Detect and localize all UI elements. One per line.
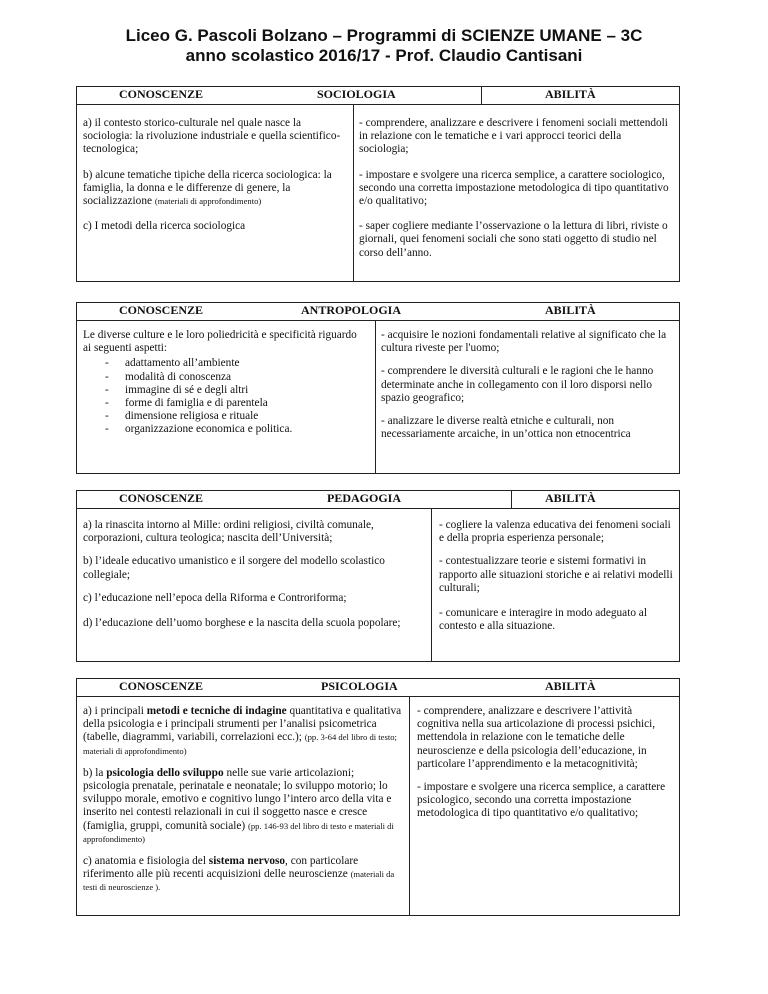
skill-item: - analizzare le diverse realtà etniche e culturali, non necessariamente arcaiche, in un’ottica non etnocentrica [381, 415, 631, 441]
psicologia-header [77, 679, 679, 697]
list-item: - forme di famiglia e di parentela [105, 397, 367, 410]
list-item: - adattamento all’ambiente [105, 357, 367, 370]
title-line-2: anno scolastico 2016/17 - Prof. Claudio Cantisani [185, 46, 583, 65]
knowledge-item: a) la rinascita intorno al Mille: ordini religiosi, civiltà comunale, corporazioni, cultura teologica; nascita dell’Università; [83, 519, 374, 545]
list-item: - modalità di conoscenza [105, 371, 367, 384]
skill-item: - acquisire le nozioni fondamentali relative al significato che la cultura riveste per l'uomo; [381, 329, 667, 355]
abilita-heading: ABILITÀ [545, 303, 596, 317]
knowledge-item: b) la psicologia dello sviluppo nelle sue varie articolazioni; psicologia prenatale, perinatale e neonatale; lo sviluppo motorio; lo sviluppo morale, emotivo e cognitivo lungo l’intero arco della vita e inserito nei contesti relazionali in cui il soggetto nasce e cresce (famiglia, gruppi, comunità sociale) (pp. 146-93 del libro di testo e materiali di approfondimento) [83, 766, 394, 844]
abilita-heading: ABILITÀ [545, 87, 596, 101]
subject-heading: PSICOLOGIA [321, 679, 398, 693]
skill-item: - contestualizzare teorie e sistemi formativi in rapporto alle situazioni storiche e ai relativi modelli culturali; [439, 555, 673, 594]
subject-heading: SOCIOLOGIA [317, 87, 396, 101]
abilita-heading: ABILITÀ [545, 679, 596, 693]
conoscenze-heading: CONOSCENZE [119, 491, 204, 505]
list-item: - immagine di sé e degli altri [105, 384, 367, 397]
abilita-column [381, 329, 675, 473]
antropologia-table [76, 302, 680, 474]
list-item: - dimensione religiosa e rituale [105, 410, 367, 423]
knowledge-item: c) anatomia e fisiologia del sistema nervoso, con particolare riferimento alle più recenti acquisizioni delle neuroscienze (materiali da testi di neuroscienze ). [83, 855, 395, 893]
knowledge-intro: Le diverse culture e le loro poliedricità e specificità riguardo ai seguenti aspetti: [83, 329, 357, 355]
conoscenze-column [83, 705, 403, 915]
knowledge-item: c) l’educazione nell’epoca della Riforma e Controriforma; [83, 591, 347, 604]
knowledge-item: d) l’educazione dell’uomo borghese e la nascita della scuola popolare; [83, 617, 401, 630]
conoscenze-heading: CONOSCENZE [119, 679, 204, 693]
skill-item: - saper cogliere mediante l’osservazione o la lettura di libri, riviste o giornali, quei fenomeni sociali che sono stati oggetto di studio nel corso dell’anno. [359, 220, 668, 259]
abilita-column [359, 117, 673, 281]
conoscenze-column [83, 117, 345, 281]
knowledge-item: a) il contesto storico-culturale nel quale nasce la sociologia: la rivoluzione industriale e quella scientifico-tecnologica; [83, 117, 341, 156]
conoscenze-heading: CONOSCENZE [119, 87, 204, 101]
pedagogia-header [77, 491, 679, 509]
abilita-column [439, 519, 673, 661]
abilita-column [417, 705, 675, 915]
conoscenze-heading: CONOSCENZE [119, 303, 204, 317]
psicologia-table [76, 678, 680, 916]
antropologia-header [77, 303, 679, 321]
skill-item: - comprendere, analizzare e descrivere i fenomeni sociali mettendoli in relazione con le tematiche e i vari approcci teorici della sociologia; [359, 117, 668, 156]
knowledge-item: a) i principali metodi e tecniche di indagine quantitativa e qualitativa della psicologia e i principali strumenti per l’analisi psicometrica (tabelle, diagrammi, variabili, correlazioni ecc.); (pp. 3-64 del libro di testo; materiali di approfondimento) [83, 705, 402, 756]
skill-item: - impostare e svolgere una ricerca semplice, a carattere psicologico, secondo una corretta impostazione metodologica di tipo quantitativo e/o qualitativo; [417, 781, 666, 820]
page-title [0, 26, 768, 66]
skill-item: - comprendere, analizzare e descrivere l’attività cognitiva nella sua articolazione di processi psichici, mettendola in relazione con le tematiche delle neuroscienze e della psicologia dell’educazione, in particolare l’apprendimento e la metacognitività; [417, 705, 656, 770]
subject-heading: ANTROPOLOGIA [301, 303, 402, 317]
sociologia-header [77, 87, 679, 105]
conoscenze-column [83, 329, 367, 473]
pedagogia-table [76, 490, 680, 662]
knowledge-item: b) alcune tematiche tipiche della ricerca sociologica: la famiglia, la donna e le differenze di genere, la socializzazione (materiali di approfondimento) [83, 168, 332, 208]
aspects-list [83, 357, 367, 436]
title-line-1: Liceo G. Pascoli Bolzano – Programmi di SCIENZE UMANE – 3C [125, 26, 643, 45]
skill-item: - comunicare e interagire in modo adeguato al contesto e alla situazione. [439, 607, 647, 633]
sociologia-table [76, 86, 680, 282]
conoscenze-column [83, 519, 425, 661]
abilita-heading: ABILITÀ [545, 491, 596, 505]
subject-heading: PEDAGOGIA [327, 491, 402, 505]
knowledge-item: c) I metodi della ricerca sociologica [83, 220, 246, 233]
knowledge-item: b) l’ideale educativo umanistico e il sorgere del modello scolastico collegiale; [83, 555, 385, 581]
skill-item: - cogliere la valenza educativa dei fenomeni sociali e della propria esperienza personale; [439, 519, 671, 545]
list-item: - organizzazione economica e politica. [105, 423, 367, 436]
skill-item: - impostare e svolgere una ricerca semplice, a carattere sociologico, secondo una corretta impostazione metodologica di tipo quantitativo e/o qualitativo; [359, 168, 669, 208]
skill-item: - comprendere le diversità culturali e le ragioni che le hanno determinate anche in collegamento con il loro disporsi nello spazio geografico; [381, 365, 654, 404]
